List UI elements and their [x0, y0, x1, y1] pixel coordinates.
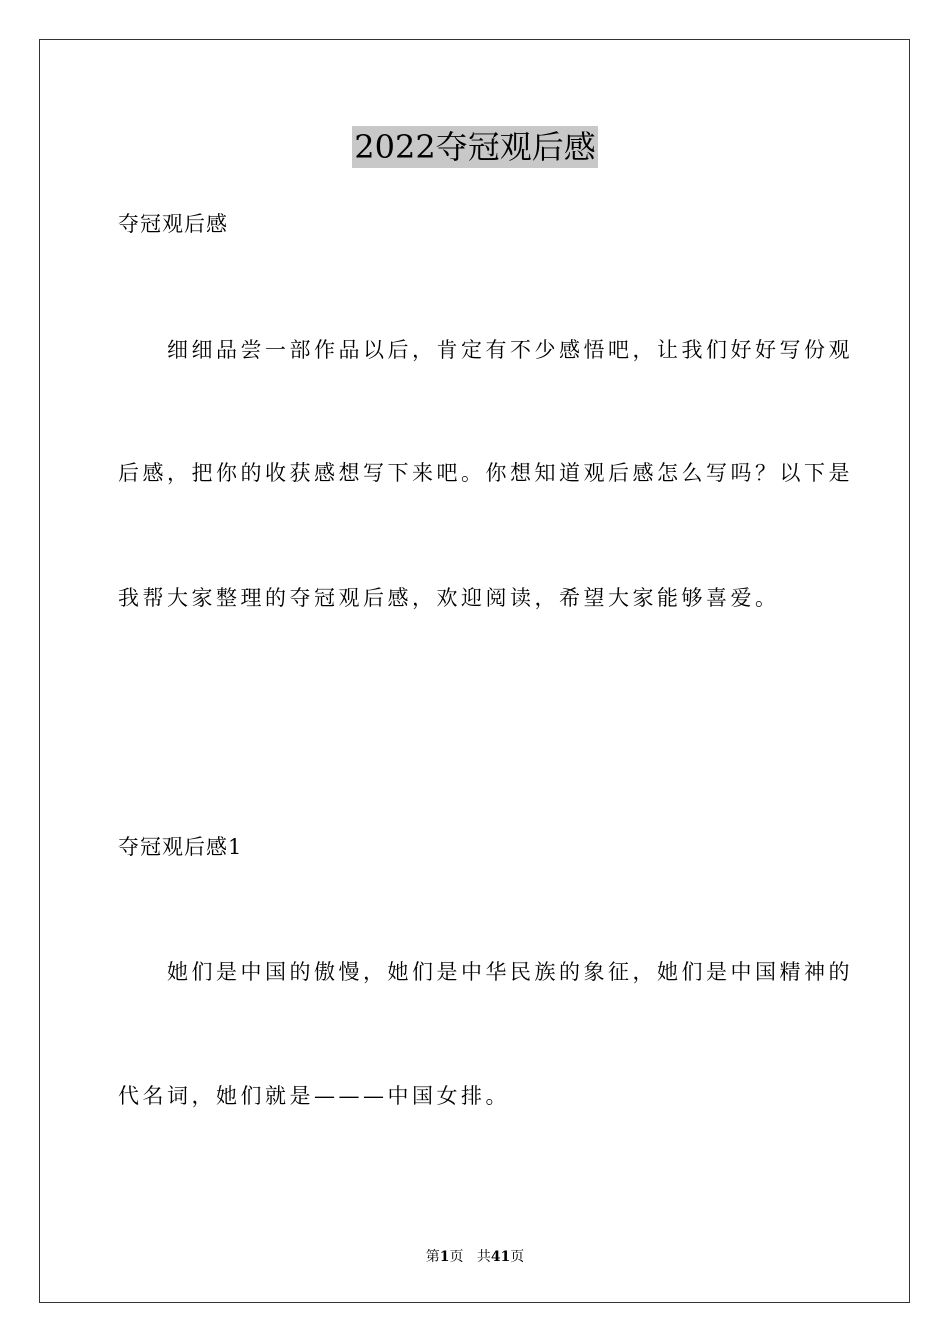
footer-total-prefix: 共 [476, 1249, 491, 1265]
title-container [0, 126, 950, 168]
paragraph-1-line-2: 后感，把你的收获感想写下来吧。你想知道观后感怎么写吗？以下是 [118, 461, 853, 485]
footer-page-number: 1 [439, 1249, 450, 1265]
paragraph-2-line-1: 她们是中国的傲慢，她们是中华民族的象征，她们是中国精神的 [118, 960, 853, 984]
footer-total-suffix: 页 [510, 1249, 525, 1265]
footer-total-pages: 41 [490, 1249, 511, 1265]
paragraph-1-line-1: 细细品尝一部作品以后，肯定有不少感悟吧，让我们好好写份观 [118, 338, 853, 362]
subtitle: 夺冠观后感 [118, 212, 228, 236]
paragraph-1-line-3: 我帮大家整理的夺冠观后感，欢迎阅读，希望大家能够喜爱。 [118, 586, 780, 610]
footer-page-suffix: 页 [449, 1249, 464, 1265]
paragraph-2-line-2: 代名词，她们就是———中国女排。 [118, 1084, 510, 1108]
page-footer [0, 1248, 950, 1266]
section-heading: 夺冠观后感1 [118, 835, 243, 859]
footer-page-prefix: 第 [425, 1249, 440, 1265]
document-title: 2022夺冠观后感 [354, 128, 596, 166]
